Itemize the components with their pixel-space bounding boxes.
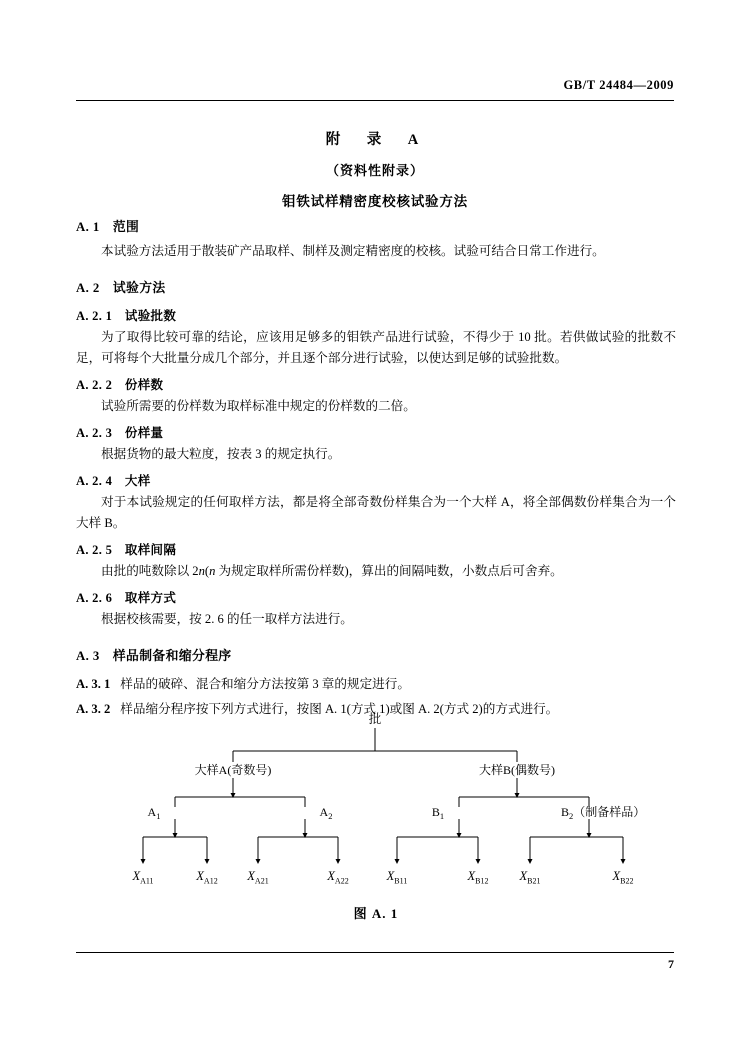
annex-label: 附 录 A <box>325 132 425 148</box>
paragraph-a26-1: 根据校核需要，按 2. 6 的任一取样方法进行。 <box>101 612 353 626</box>
node-b2-sub: 2 <box>569 811 574 821</box>
item-a32-text: 样品缩分程序按下列方式进行，按图 A. 1(方式 1)或图 A. 2(方式 2)的方式进行。 <box>120 702 559 716</box>
leaf-xa11-sub: A11 <box>140 876 154 886</box>
paragraph-a24-1: 对于本试验规定的任何取样方法，都是将全部奇数份样集合为一个大样 A，将全部偶数份样集合为一个大样 B。 <box>76 495 676 530</box>
node-b2-note: （制备样品） <box>573 805 646 819</box>
figure-caption: 图 A. 1 <box>353 906 399 921</box>
node-root: 批 <box>368 712 382 726</box>
item-a31-label: A. 3. 1 <box>76 677 111 691</box>
leaf-xa12 <box>195 869 217 886</box>
node-a1-base: A <box>147 805 157 819</box>
node-b2-base: B <box>561 805 570 819</box>
leaf-xa11-base: X <box>132 869 141 883</box>
paragraph-a23-1: 根据货物的最大粒度，按表 3 的规定执行。 <box>101 447 341 461</box>
item-a31 <box>76 674 676 695</box>
leaf-xb11 <box>386 869 408 886</box>
item-a31-text: 样品的破碎、混合和缩分方法按第 3 章的规定进行。 <box>120 677 410 691</box>
annex-name: 钼铁试样精密度校核试验方法 <box>282 194 468 209</box>
spacer <box>76 636 676 645</box>
document-body <box>76 216 676 724</box>
leaf-xb22-sub: B22 <box>620 876 634 886</box>
leaf-xb11-base: X <box>386 869 395 883</box>
leaf-xa21 <box>246 869 268 886</box>
leaf-xa22 <box>326 869 348 886</box>
paragraph-a25-post: 为规定取样所需份样数)，算出的间隔吨数，小数点后可舍弃。 <box>215 564 563 578</box>
paragraph-a25-var1: n <box>198 564 205 578</box>
leaf-xa11 <box>131 869 153 886</box>
page-number: 7 <box>668 957 674 971</box>
heading-a26: A. 2. 6 取样方式 <box>76 591 177 605</box>
node-b1-sub: 1 <box>439 811 445 821</box>
heading-a25: A. 2. 5 取样间隔 <box>76 543 177 557</box>
leaf-xa21-base: X <box>247 869 255 883</box>
leaf-xa12-base: X <box>196 869 204 883</box>
annex-type: （资料性附录） <box>325 163 424 178</box>
heading-a21: A. 2. 1 试验批数 <box>76 309 177 323</box>
node-b1 <box>432 805 444 821</box>
node-a1-sub: 1 <box>156 811 161 821</box>
paragraph-a25-pre: 由批的吨数除以 2 <box>101 564 199 578</box>
leaf-xb22-base: X <box>612 869 621 883</box>
header-divider <box>76 100 674 101</box>
paragraph-a22-1: 试验所需要的份样数为取样标准中规定的份样数的二倍。 <box>101 399 416 413</box>
node-a2-base: A <box>319 805 329 819</box>
paragraph-a21-1: 为了取得比较可靠的结论，应该用足够多的钼铁产品进行试验，不得少于 10 批。若供做试验的批数不足，可将每个大批量分成几个部分，并且逐个部分进行试验，以使达到足够的试验批数。 <box>76 330 676 365</box>
leaf-xa21-sub: A21 <box>254 876 269 886</box>
paragraph-a25-1 <box>76 561 676 582</box>
leaf-xb12-base: X <box>467 869 476 883</box>
heading-a22: A. 2. 2 份样数 <box>76 378 164 392</box>
leaf-xa22-sub: A22 <box>334 876 349 886</box>
paragraph-a25-var2: n <box>209 564 216 578</box>
leaf-xb21-sub: B21 <box>527 876 541 886</box>
annex-title-block <box>76 128 674 210</box>
node-b2 <box>561 804 645 821</box>
paragraph-a1-1: 本试验方法适用于散装矿产品取样、制样及测定精密度的校核。试验可结合日常工作进行。 <box>101 244 605 258</box>
node-a1 <box>148 805 161 821</box>
heading-a3: A. 3 样品制备和缩分程序 <box>76 649 232 663</box>
leaf-xa12-sub: A12 <box>203 876 218 886</box>
leaf-xb12-sub: B12 <box>475 876 489 886</box>
leaf-xa22-base: X <box>327 869 335 883</box>
heading-a1: A. 1 范围 <box>76 220 140 234</box>
heading-a24: A. 2. 4 大样 <box>76 474 151 488</box>
standard-number: GB/T 24484—2009 <box>563 78 674 92</box>
paragraph-a25-mid: ( <box>204 564 210 578</box>
leaf-xb11-sub: B11 <box>394 876 408 886</box>
node-a2 <box>320 805 333 821</box>
node-sample-a: 大样A(奇数号) <box>194 763 272 777</box>
node-b1-base: B <box>431 805 440 819</box>
node-sample-b: 大样B(偶数号) <box>479 763 555 777</box>
spacer <box>76 268 676 277</box>
node-a2-sub: 2 <box>328 811 333 821</box>
leaf-xb22 <box>612 869 634 886</box>
running-header <box>76 78 674 93</box>
item-a32-label: A. 3. 2 <box>76 702 111 716</box>
leaf-xb21-base: X <box>519 869 528 883</box>
leaf-xb21 <box>519 869 541 886</box>
heading-a2: A. 2 试验方法 <box>76 281 166 295</box>
heading-a23: A. 2. 3 份样量 <box>76 426 164 440</box>
leaf-xb12 <box>467 869 489 886</box>
footer-divider <box>76 952 674 953</box>
figure-a1 <box>76 706 676 906</box>
